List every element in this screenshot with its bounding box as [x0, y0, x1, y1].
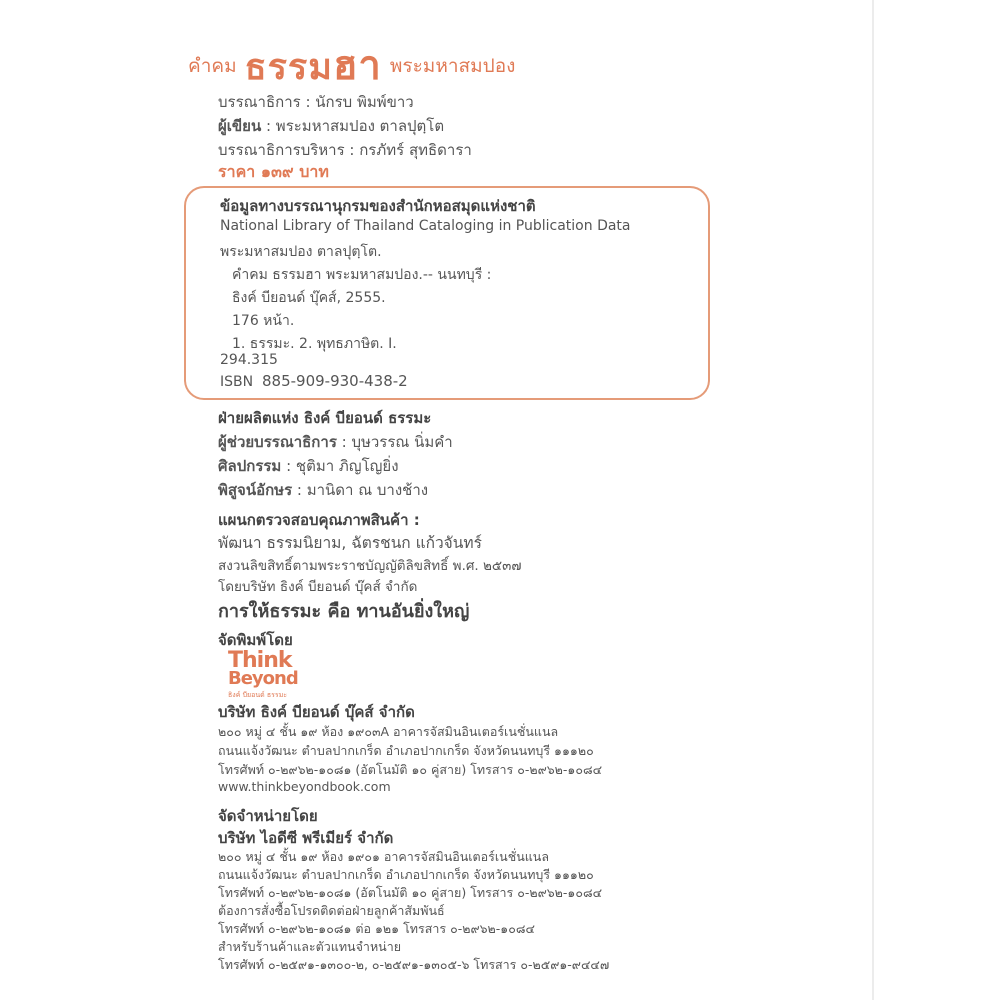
copyright-owner: โดยบริษัท ธิงค์ บียอนด์ บุ๊คส์ จำกัด	[218, 579, 418, 595]
publisher-company: บริษัท ธิงค์ บียอนด์ บุ๊คส์ จำกัด	[218, 703, 415, 721]
editor-credit: บรรณาธิการ : นักรบ พิมพ์ขาว	[218, 93, 414, 111]
distributor-phone: โทรศัพท์ ๐-๒๙๖๒-๑๐๘๑ (อัตโนมัติ ๑๐ คู่สาย) โทรสาร ๐-๒๙๖๒-๑๐๘๔	[218, 885, 603, 900]
assistant-label: ผู้ช่วยบรรณาธิการ	[218, 433, 337, 451]
book-title-logo	[244, 43, 382, 89]
distributor-address-1: ๒๐๐ หมู่ ๔ ชั้น ๑๙ ห้อง ๑๙๐๑ อาคารจัสมินอินเตอร์เนชั่นแนล	[218, 849, 550, 864]
cip-heading-en: National Library of Thailand Cataloging in Publication Data	[220, 218, 631, 234]
cip-subjects: 1. ธรรมะ. 2. พุทธภาษิต. I.	[232, 336, 397, 352]
distributor-company: บริษัท ไอดีซี พรีเมียร์ จำกัด	[218, 829, 394, 847]
production-dept: ฝ่ายผลิตแห่ง ธิงค์ บียอนด์ ธรรมะ	[218, 409, 432, 427]
copyright-notice: สงวนลิขสิทธิ์ตามพระราชบัญญัติลิขสิทธิ์ พ.ศ. ๒๕๓๗	[218, 558, 522, 574]
retail-phone: โทรศัพท์ ๐-๒๕๙๑-๑๓๐๐-๒, ๐-๒๕๙๑-๑๓๐๕-๖ โทรสาร ๐-๒๕๙๑-๙๔๔๗	[218, 957, 610, 972]
proof-credit	[218, 478, 428, 502]
distributor-label: จัดจำหน่ายโดย	[218, 807, 318, 825]
title-author: พระมหาสมปอง	[389, 55, 516, 77]
assistant-editor-credit	[218, 430, 453, 454]
page-edge-divider	[872, 0, 874, 1000]
isbn-value: 885-909-930-438-2	[262, 372, 408, 390]
logo-word-dhamma: ธรรม	[244, 47, 333, 88]
assistant-value: : บุษวรรณ นิ่มคำ	[336, 433, 453, 451]
cip-heading: ข้อมูลทางบรรณานุกรมของสำนักหอสมุดแห่งชาติ	[220, 197, 536, 215]
order-note: ต้องการสั่งซื้อโปรดติดต่อฝ่ายลูกค้าสัมพันธ์	[218, 903, 445, 918]
slogan: การให้ธรรมะ คือ ทานอันยิ่งใหญ่	[218, 601, 470, 622]
cip-title: คำคม ธรรมฮา พระมหาสมปอง.-- นนทบุรี :	[232, 267, 492, 283]
order-phone: โทรศัพท์ ๐-๒๙๖๒-๑๐๘๑ ต่อ ๑๒๑ โทรสาร ๐-๒๙๖๒-๑๐๘๔	[218, 921, 535, 936]
logo-line-beyond: Beyond	[228, 668, 298, 689]
price-label: ราคา ๑๓๙ บาท	[218, 162, 329, 181]
logo-line-think: Think	[228, 648, 292, 673]
proof-value: : มานิดา ณ บางช้าง	[292, 481, 429, 499]
publisher-address-2: ถนนแจ้งวัฒนะ ตำบลปากเกร็ด อำเภอปากเกร็ด จังหวัดนนทบุรี ๑๑๑๒๐	[218, 743, 594, 758]
distributor-address-2: ถนนแจ้งวัฒนะ ตำบลปากเกร็ด อำเภอปากเกร็ด จังหวัดนนทบุรี ๑๑๑๒๐	[218, 867, 594, 882]
writer-label: ผู้เขียน	[218, 117, 262, 135]
logo-word-ha: ฮา	[333, 43, 382, 89]
cip-classification: 294.315	[220, 352, 278, 368]
logo-subtitle: ธิงค์ บียอนด์ ธรรมะ	[228, 691, 288, 699]
publisher-label: จัดพิมพ์โดย	[218, 631, 293, 649]
book-title-header	[188, 43, 516, 89]
cip-isbn	[220, 372, 408, 390]
art-value: : ชุติมา ภิญโญยิ่ง	[281, 457, 399, 475]
managing-editor-credit: บรรณาธิการบริหาร : กรภัทร์ สุทธิดารา	[218, 141, 472, 159]
publisher-address-1: ๒๐๐ หมู่ ๔ ชั้น ๑๙ ห้อง ๑๙๐๓A อาคารจัสมินอินเตอร์เนชั่นแนล	[218, 724, 559, 739]
cip-publisher: ธิงค์ บียอนด์ บุ๊คส์, 2555.	[232, 290, 386, 306]
proof-label: พิสูจน์อักษร	[218, 481, 293, 499]
cip-author: พระมหาสมปอง ตาลปุตฺโต.	[220, 244, 382, 260]
writer-credit	[218, 114, 444, 138]
qc-label: แผนกตรวจสอบคุณภาพสินค้า :	[218, 511, 420, 529]
retail-note: สำหรับร้านค้าและตัวแทนจำหน่าย	[218, 939, 402, 954]
writer-value: : พระมหาสมปอง ตาลปุตฺโต	[261, 117, 445, 135]
art-label: ศิลปกรรม	[218, 457, 282, 475]
art-credit	[218, 454, 399, 478]
publisher-website[interactable]: www.thinkbeyondbook.com	[218, 779, 391, 794]
qc-value: พัฒนา ธรรมนิยาม, ฉัตรชนก แก้วจันทร์	[218, 534, 482, 552]
isbn-label: ISBN	[220, 374, 254, 390]
think-beyond-logo	[228, 650, 298, 699]
cip-pages: 176 หน้า.	[232, 313, 295, 329]
publisher-phone: โทรศัพท์ ๐-๒๙๖๒-๑๐๘๑ (อัตโนมัติ ๑๐ คู่สาย) โทรสาร ๐-๒๙๖๒-๑๐๘๔	[218, 762, 603, 777]
title-prefix: คำคม	[188, 55, 237, 77]
